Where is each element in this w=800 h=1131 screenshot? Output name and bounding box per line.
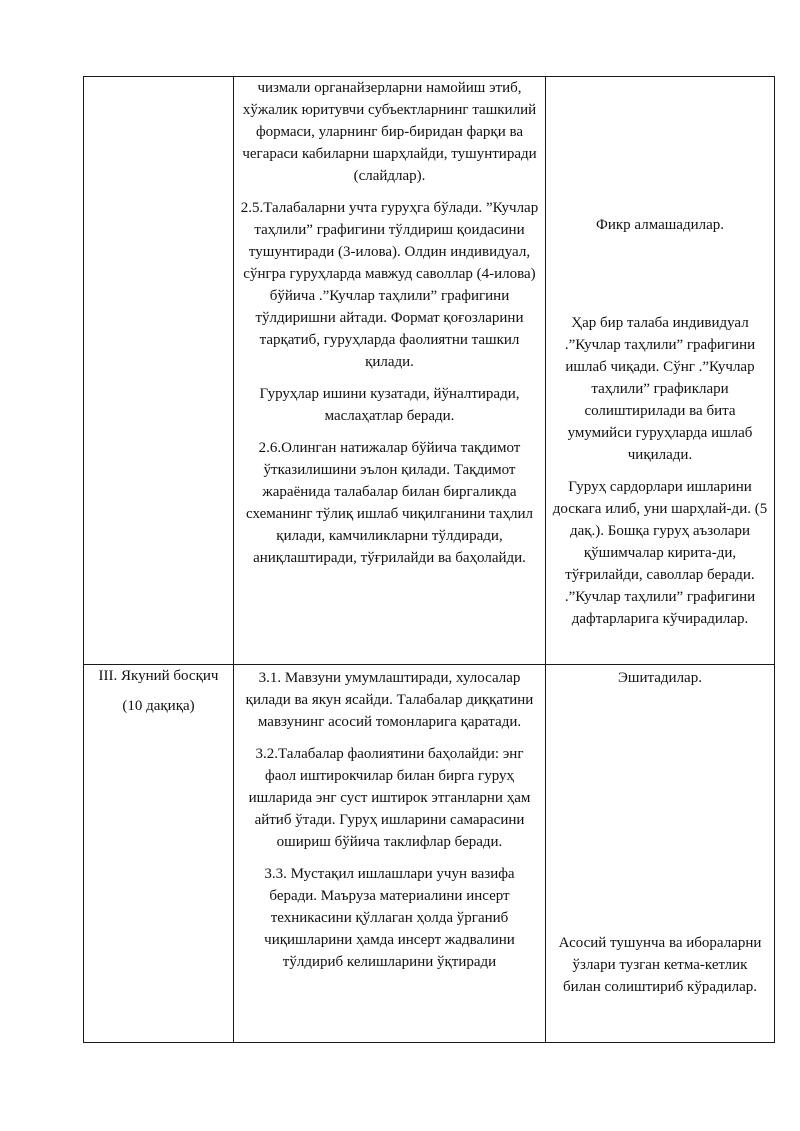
student-paragraph: Асосий тушунча ва ибораларни ўзлари тузган кетма-кетлик билан солиштириб кўрадилар.: [558, 935, 762, 995]
teacher-paragraph: Гуруҳлар ишини кузатади, йўналтиради, маслаҳатлар беради.: [259, 386, 520, 424]
stage-time: (10 дақиқа): [122, 698, 195, 714]
teacher-paragraph: 3.1. Мавзуни умумлаштиради, хулосалар қилади ва якун ясайди. Талабалар диққатини мавзунинг асосий томонларига қаратади.: [245, 670, 534, 730]
student-paragraph: Фикр алмашадилар.: [596, 217, 724, 233]
teacher-activity-cell: [234, 77, 546, 665]
student-paragraph: Гуруҳ сардорлари ишларини доскага илиб, уни шарҳлай-ди. (5 дақ.). Бошқа гуруҳ аъзолари қўшимчалар кирита-ди, тўғрилайди, саволлар беради. .”Кучлар таҳлили” графигини дафтарларига кўчирадилар.: [552, 479, 768, 627]
teacher-paragraph: чизмали органайзерларни намойиш этиб, хўжалик юритувчи субъектларнинг ташкилий формаси, уларнинг бир-биридан фарқи ва чегараси кабиларни шарҳлайди, тушунтиради (слайдлар).: [242, 80, 537, 184]
student-activity-cell: [546, 77, 775, 665]
teacher-paragraph: 3.3. Мустақил ишлашлари учун вазифа беради. Маъруза материалини инсерт техникасини қўллаган ҳолда ўрганиб чиқишларини ҳамда инсерт жадвалини тўлдириб келишларини ўқтиради: [264, 866, 515, 970]
student-activity-cell: [546, 665, 775, 1043]
teacher-paragraph: 3.2.Талабалар фаолиятини баҳолайди: энг фаол иштирокчилар билан бирга гуруҳ ишларида энг суст иштирок этганларни ҳам айтиб ўтади. Гуруҳ ишларини самарасини ошириш бўйича таклифлар беради.: [248, 746, 531, 850]
lesson-plan-table: [83, 76, 775, 1043]
teacher-paragraph: 2.5.Талабаларни учта гуруҳга бўлади. ”Кучлар таҳлили” графигини тўлдириш қоидасини тушунтиради (3-илова). Олдин индивидуал, сўнгра гуруҳларда мавжуд саволлар (4-илова) бўйича .”Кучлар таҳлили” графигини тўлдиришни айтади. Формат қоғозларини тарқатиб, гуруҳларда фаолиятни ташкил қилади.: [240, 200, 539, 370]
student-paragraph: Ҳар бир талаба индивидуал .”Кучлар таҳлили” графигини ишлаб чиқади. Сўнг .”Кучлар таҳлили” графиклари солиштирилади ва бита умумийси гуруҳларда ишлаб чиқилади.: [564, 315, 756, 463]
teacher-paragraph: 2.6.Олинган натижалар бўйича тақдимот ўтказилишини эълон қилади. Тақдимот жараёнида талабалар билан биргаликда схеманинг тўлиқ ишлаб чиқилганини таҳлил қилади, камчиликларни тўлдиради, аниқлаштиради, тўғрилайди ва баҳолайди.: [246, 440, 533, 566]
student-paragraph: Эшитадилар.: [618, 670, 702, 686]
stage-cell: [84, 665, 234, 1043]
teacher-activity-cell: [234, 665, 546, 1043]
table-row: [84, 665, 775, 1043]
table-row: [84, 77, 775, 665]
stage-name: III. Якуний босқич: [98, 668, 219, 684]
stage-cell: [84, 77, 234, 665]
